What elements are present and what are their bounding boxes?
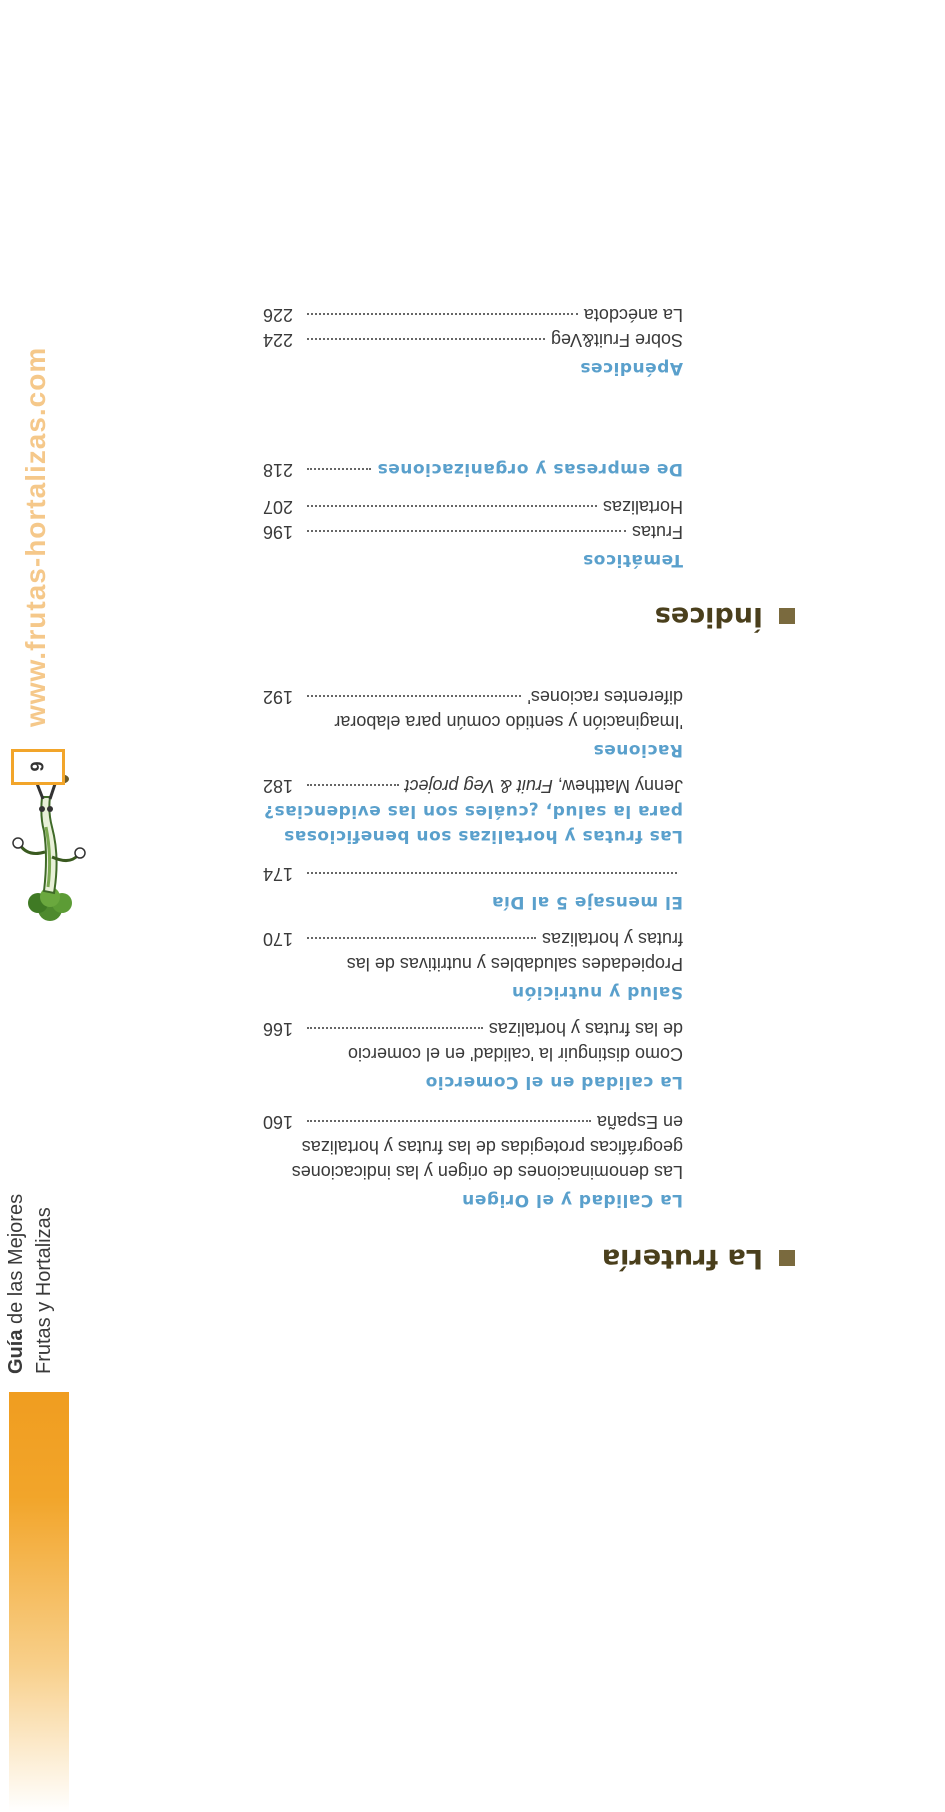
guide-title-line2: Frutas y Hortalizas	[33, 1207, 55, 1374]
page-number-box	[11, 749, 65, 785]
section-title: Índices	[654, 601, 763, 632]
page-ref: 160	[263, 1112, 294, 1132]
entry-text-line: diferentes raciones'	[527, 687, 683, 707]
square-bullet-icon	[779, 1251, 795, 1267]
toc-entry	[263, 773, 683, 798]
toc-entry	[263, 684, 683, 734]
toc-entry	[263, 302, 683, 352]
entry-author	[405, 773, 683, 798]
page-ref: 166	[263, 1019, 294, 1039]
entry-text-line: de las frutas y hortalizas	[488, 1019, 683, 1039]
section-heading-la-fruteria	[602, 1243, 795, 1274]
page-ref: 192	[263, 687, 294, 707]
page-ref: 226	[263, 305, 294, 325]
toc-entry	[263, 926, 683, 976]
subheading-calidad-origen: La Calidad y el Origen	[461, 1190, 683, 1210]
dot-leader	[307, 937, 536, 939]
author-project: Fruit & Veg project	[404, 776, 553, 796]
page-number: 9	[27, 761, 48, 773]
guide-title-line1	[5, 1194, 28, 1374]
dot-leader	[307, 784, 399, 786]
toc-entry	[263, 456, 683, 482]
dot-leader	[307, 468, 371, 470]
leek-mascot-icon	[0, 767, 100, 927]
entry-text-line: Sobre Fruit&Veg	[550, 330, 683, 350]
section-heading-indices	[655, 601, 795, 632]
toc-entry	[263, 861, 683, 886]
subheading-empresas: De empresas y organizaciones	[377, 459, 683, 479]
orange-gradient-bar	[9, 1392, 69, 1812]
guide-title-bold: Guía	[5, 1329, 27, 1374]
subheading-tematicos: Temáticos	[582, 550, 683, 570]
subheading-raciones: Raciones	[593, 740, 683, 760]
subheading-calidad-comercio: La calidad en el Comercio	[425, 1072, 683, 1092]
website-url	[16, 347, 60, 727]
page-ref: 224	[263, 330, 294, 350]
entry-text-line: Hortalizas	[602, 497, 683, 517]
dot-leader	[307, 530, 626, 532]
dot-leader	[307, 1027, 483, 1029]
subheading-mensaje-5-al-dia: El mensaje 5 al Día	[491, 892, 683, 912]
dot-leader	[307, 313, 578, 315]
subheading-line: Las frutas y hortalizas son beneficiosas	[283, 826, 683, 846]
entry-text-line: frutas y hortalizas	[541, 929, 683, 949]
section-title: La frutería	[601, 1243, 763, 1274]
author-name: Jenny Matthew,	[552, 776, 683, 796]
square-bullet-icon	[779, 609, 795, 625]
subheading-line: para la salud, ¿cuáles son las evidencias?	[263, 801, 683, 821]
guide-title-rest: de las Mejores	[5, 1193, 27, 1330]
website-url-text: www.frutas-hortalizas.com	[20, 346, 51, 727]
page-ref: 174	[263, 864, 294, 884]
entry-text-line: en España	[596, 1112, 683, 1132]
subheading-salud-nutricion: Salud y nutrición	[511, 982, 683, 1002]
subheading-apendices: Apéndices	[579, 358, 683, 378]
dot-leader	[307, 695, 521, 697]
entry-text-line: Como distinguir la 'calidad' en el comercio	[347, 1044, 683, 1064]
entry-text-line: Propiedades saludables y nutritivas de las	[346, 954, 683, 974]
toc-entry	[263, 1109, 683, 1184]
entry-text-line: geográficas protegidas de las frutas y hortalizas	[301, 1137, 683, 1157]
dot-leader	[307, 505, 597, 507]
entry-text-line: 'Imaginación y sentido común para elaborar	[334, 712, 683, 732]
page-ref: 170	[263, 929, 294, 949]
page-ref: 196	[263, 522, 294, 542]
entry-text-line: Las denominaciones de origen y las indicaciones	[291, 1162, 683, 1182]
page-ref: 182	[263, 776, 294, 796]
dot-leader	[307, 872, 677, 874]
page-ref: 207	[263, 497, 294, 517]
subheading-evidencias	[193, 798, 683, 848]
page-ref: 218	[263, 460, 294, 480]
entry-text-line: Frutas	[631, 522, 683, 542]
toc-entry	[263, 494, 683, 544]
toc-entry	[263, 1016, 683, 1066]
dot-leader	[307, 1120, 591, 1122]
entry-text-line: La anécdota	[583, 305, 683, 325]
guide-title	[3, 1134, 63, 1374]
dot-leader	[307, 338, 545, 340]
